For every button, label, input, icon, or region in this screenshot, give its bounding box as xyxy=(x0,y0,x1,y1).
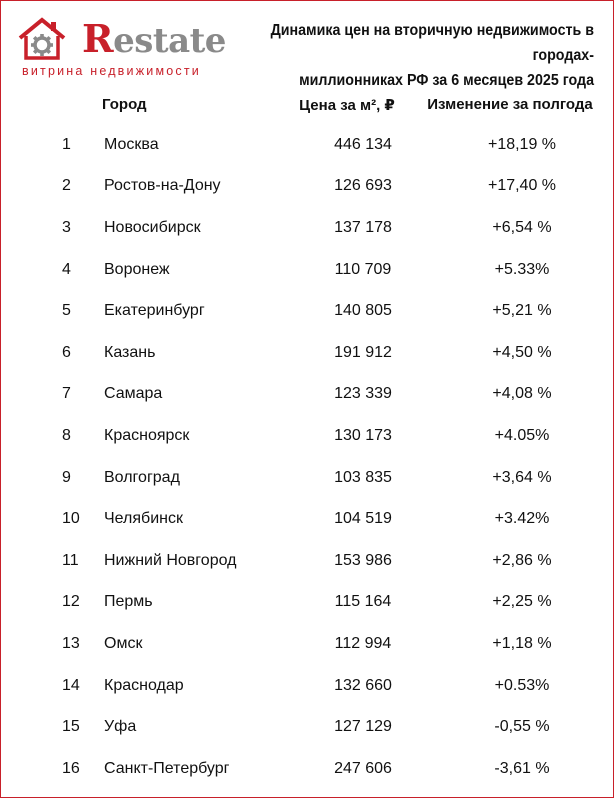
rank-number: 4 xyxy=(62,260,71,278)
price-per-m2: 132 660 xyxy=(334,676,392,694)
half-year-change: +5.33% xyxy=(494,260,550,278)
rank-number: 7 xyxy=(62,385,71,403)
half-year-change: +3,64 % xyxy=(492,468,552,486)
table-row xyxy=(0,207,614,249)
city-name: Уфа xyxy=(104,718,137,736)
rank-number: 6 xyxy=(62,343,71,361)
price-per-m2: 130 173 xyxy=(334,426,392,444)
rank-number: 1 xyxy=(62,135,71,153)
table-row xyxy=(0,415,614,457)
city-name: Нижний Новгород xyxy=(104,551,237,569)
half-year-change: +18,19 % xyxy=(487,135,557,153)
price-per-m2: 110 709 xyxy=(334,260,392,278)
rank-number: 9 xyxy=(62,468,71,486)
price-per-m2: 127 129 xyxy=(334,718,392,736)
rank-number: 11 xyxy=(62,551,79,569)
rank-number: 13 xyxy=(62,634,80,652)
title-line-1: Динамика цен на вторичную недвижимость в городах- xyxy=(270,22,594,64)
half-year-change: +3.42% xyxy=(494,510,550,528)
table-row xyxy=(0,249,614,291)
table-row xyxy=(0,665,614,707)
price-per-m2: 191 912 xyxy=(334,343,392,361)
city-name: Волгоград xyxy=(104,468,180,486)
logo-letter-r: R xyxy=(82,16,114,61)
half-year-change: +4,08 % xyxy=(492,385,552,403)
half-year-change: +4,50 % xyxy=(492,343,552,361)
table-row xyxy=(0,374,614,416)
table-row xyxy=(0,582,614,624)
price-per-m2: 123 339 xyxy=(334,385,392,403)
price-table xyxy=(0,124,614,790)
half-year-change: +6,54 % xyxy=(492,218,552,236)
half-year-change: +0.53% xyxy=(494,676,550,694)
price-per-m2: 153 986 xyxy=(334,551,392,569)
city-name: Москва xyxy=(104,135,159,153)
city-name: Воронеж xyxy=(104,260,170,278)
price-per-m2: 115 164 xyxy=(334,593,392,611)
city-name: Екатеринбург xyxy=(104,302,205,320)
table-row xyxy=(0,498,614,540)
half-year-change: +5,21 % xyxy=(492,302,552,320)
city-name: Пермь xyxy=(104,593,153,611)
table-row xyxy=(0,748,614,790)
rank-number: 2 xyxy=(62,177,71,195)
title-line-2: миллионниках РФ за 6 месяцев 2025 года xyxy=(299,72,594,89)
price-per-m2: 247 606 xyxy=(334,759,392,777)
rank-number: 8 xyxy=(62,426,71,444)
table-row xyxy=(0,540,614,582)
page-title xyxy=(244,18,594,93)
price-per-m2: 140 805 xyxy=(334,302,392,320)
city-name: Ростов-на-Дону xyxy=(104,177,221,195)
half-year-change: +4.05% xyxy=(494,426,550,444)
header-price: Цена за м², ₽ xyxy=(299,97,395,114)
table-row xyxy=(0,457,614,499)
half-year-change: -0,55 % xyxy=(494,718,550,736)
table-header xyxy=(0,96,614,120)
rank-number: 14 xyxy=(62,676,80,694)
half-year-change: +17,40 % xyxy=(487,177,557,195)
rank-number: 10 xyxy=(62,510,80,528)
logo-tagline: витрина недвижимости xyxy=(22,64,201,78)
city-name: Краснодар xyxy=(104,676,184,694)
city-name: Новосибирск xyxy=(104,218,201,236)
rank-number: 12 xyxy=(62,593,80,611)
half-year-change: +1,18 % xyxy=(492,634,552,652)
table-row xyxy=(0,623,614,665)
price-per-m2: 103 835 xyxy=(334,468,392,486)
table-row xyxy=(0,166,614,208)
city-name: Санкт-Петербург xyxy=(104,759,230,777)
rank-number: 5 xyxy=(62,302,71,320)
price-per-m2: 446 134 xyxy=(334,135,392,153)
logo-wordmark xyxy=(82,16,226,61)
city-name: Челябинск xyxy=(104,510,183,528)
table-row xyxy=(0,332,614,374)
logo-word-rest: estate xyxy=(113,21,226,61)
rank-number: 3 xyxy=(62,218,71,236)
table-row xyxy=(0,124,614,166)
house-gear-icon xyxy=(18,14,82,64)
half-year-change: -3,61 % xyxy=(494,759,550,777)
price-per-m2: 112 994 xyxy=(334,634,392,652)
city-name: Самара xyxy=(104,385,163,403)
city-name: Красноярск xyxy=(104,426,190,444)
price-per-m2: 126 693 xyxy=(334,177,392,195)
header-change: Изменение за полгода xyxy=(427,96,593,113)
city-name: Казань xyxy=(104,343,156,361)
rank-number: 15 xyxy=(62,718,80,736)
header-city: Город xyxy=(102,96,147,113)
restate-logo[interactable] xyxy=(18,14,226,84)
price-per-m2: 137 178 xyxy=(334,218,392,236)
table-row xyxy=(0,706,614,748)
rank-number: 16 xyxy=(62,759,80,777)
half-year-change: +2,25 % xyxy=(492,593,552,611)
half-year-change: +2,86 % xyxy=(492,551,552,569)
table-row xyxy=(0,290,614,332)
price-per-m2: 104 519 xyxy=(334,510,392,528)
city-name: Омск xyxy=(104,634,143,652)
